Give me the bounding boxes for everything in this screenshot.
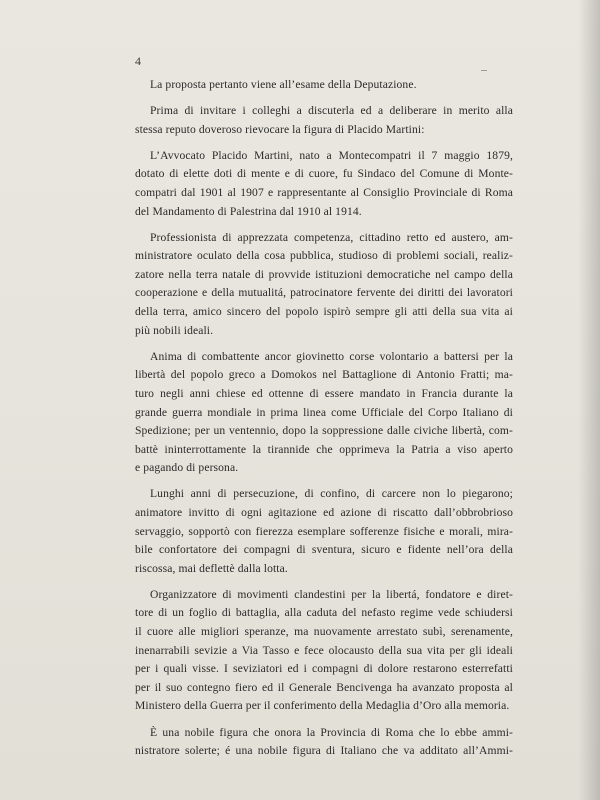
- paragraph-7: [135, 586, 513, 716]
- paragraph-line: grande guerra mondiale in prima linea come Ufficiale del Corpo Italiano di: [135, 405, 513, 419]
- paragraph-line: cooperazione e della mutualitá, patrocinatore fervente dei diritti dei lavoratori: [135, 286, 513, 300]
- paragraph-line: battè ininterrottamente la tirannide che opprimeva la Patria a viso aperto: [135, 442, 513, 456]
- page-edge-shadow: [578, 0, 600, 800]
- paragraph-line: Professionista di apprezzata competenza, cittadino retto ed austero, am-: [150, 230, 513, 244]
- paragraph-line: bile confortatore dei compagni di sventura, sicuro e fidente nell’ora della: [135, 543, 513, 557]
- paragraph-line: turo negli anni chiese ed ottenne di essere mandato in Francia durante la: [135, 386, 513, 400]
- paragraph-4: [135, 229, 513, 341]
- body-text: [135, 76, 513, 768]
- paragraph-1: [135, 76, 513, 95]
- paper-speck: [481, 70, 487, 71]
- paragraph-line: ministratore oculato della cosa pubblica, studioso di problemi sociali, realiz-: [135, 249, 513, 263]
- paragraph-line: inenarrabili sevizie a Via Tasso e fece olocausto della sua vita per gli ideali: [135, 643, 513, 657]
- paragraph-line: Organizzatore di movimenti clandestini per la libertá, fondatore e diret-: [150, 587, 513, 601]
- paragraph-line: Lunghi anni di persecuzione, di confino, di carcere non lo piegarono;: [150, 487, 513, 501]
- paragraph-line: per il suo contegno fiero ed il Generale Bencivenga ha avanzato proposta al: [135, 680, 513, 694]
- paragraph-2: [135, 102, 513, 139]
- paragraph-line: stessa reputo doveroso rievocare la figura di Placido Martini:: [135, 122, 425, 136]
- paragraph-line: della terra, amico sincero del popolo ispirò sempre gli atti della sua vita ai: [135, 305, 513, 319]
- paragraph-line: Prima di invitare i colleghi a discuterla ed a deliberare in merito alla: [150, 104, 513, 118]
- paragraph-line: riscossa, mai deflettè dalla lotta.: [135, 561, 288, 575]
- paragraph-line: L’Avvocato Placido Martini, nato a Montecompatri il 7 maggio 1879,: [150, 148, 513, 162]
- paragraph-line: animatore invitto di ogni agitazione ed azione di riscatto dall’obbrobrioso: [135, 505, 513, 519]
- paragraph-line: È una nobile figura che onora la Provincia di Roma che lo ebbe ammi-: [150, 725, 513, 739]
- paragraph-line: Spedizione; per un ventennio, dopo la soppressione dalle civiche libertà, com-: [135, 424, 513, 438]
- paragraph-line: più nobili ideali.: [135, 323, 214, 337]
- paragraph-6: [135, 485, 513, 578]
- paragraph-line: compatri dal 1901 al 1907 e rappresentante al Consiglio Provinciale di Roma: [135, 185, 513, 199]
- paragraph-line: servaggio, sopportò con fierezza esemplare sofferenze fisiche e morali, mira-: [135, 524, 513, 538]
- paragraph-line: Anima di combattente ancor giovinetto corse volontario a battersi per la: [150, 349, 513, 363]
- paragraph-line: Ministero della Guerra per il conferimento della Medaglia d’Oro alla memoria.: [135, 699, 510, 713]
- page-number: 4: [135, 54, 141, 68]
- paragraph-8: [135, 724, 513, 761]
- paragraph-line: del Mandamento di Palestrina dal 1910 al 1914.: [135, 204, 362, 218]
- paragraph-line: il cuore alle migliori speranze, ma nuovamente arrestato subì, serenamente,: [135, 625, 513, 639]
- paragraph-3: [135, 147, 513, 221]
- paragraph-line: nistratore solerte; é una nobile figura di Italiano che va additato all’Ammi-: [135, 744, 513, 758]
- paragraph-line: dotato di elette doti di mente e di cuore, fu Sindaco del Comune di Monte-: [135, 167, 513, 181]
- paragraph-line: per i quali visse. I seviziatori ed i compagni di dolore restarono esterrefatti: [135, 662, 513, 676]
- paragraph-5: [135, 348, 513, 478]
- paragraph-line: zatore nella terra natale di provvide istituzioni democratiche nel campo della: [135, 267, 513, 281]
- paragraph-line: La proposta pertanto viene all’esame della Deputazione.: [150, 78, 417, 91]
- paragraph-line: libertà del popolo greco a Domokos nel Battaglione di Antonio Fratti; ma-: [135, 368, 513, 382]
- paragraph-line: tore di un foglio di battaglia, alla caduta del nefasto regime vede schiudersi: [135, 606, 513, 620]
- paragraph-line: e pagando di persona.: [135, 461, 239, 475]
